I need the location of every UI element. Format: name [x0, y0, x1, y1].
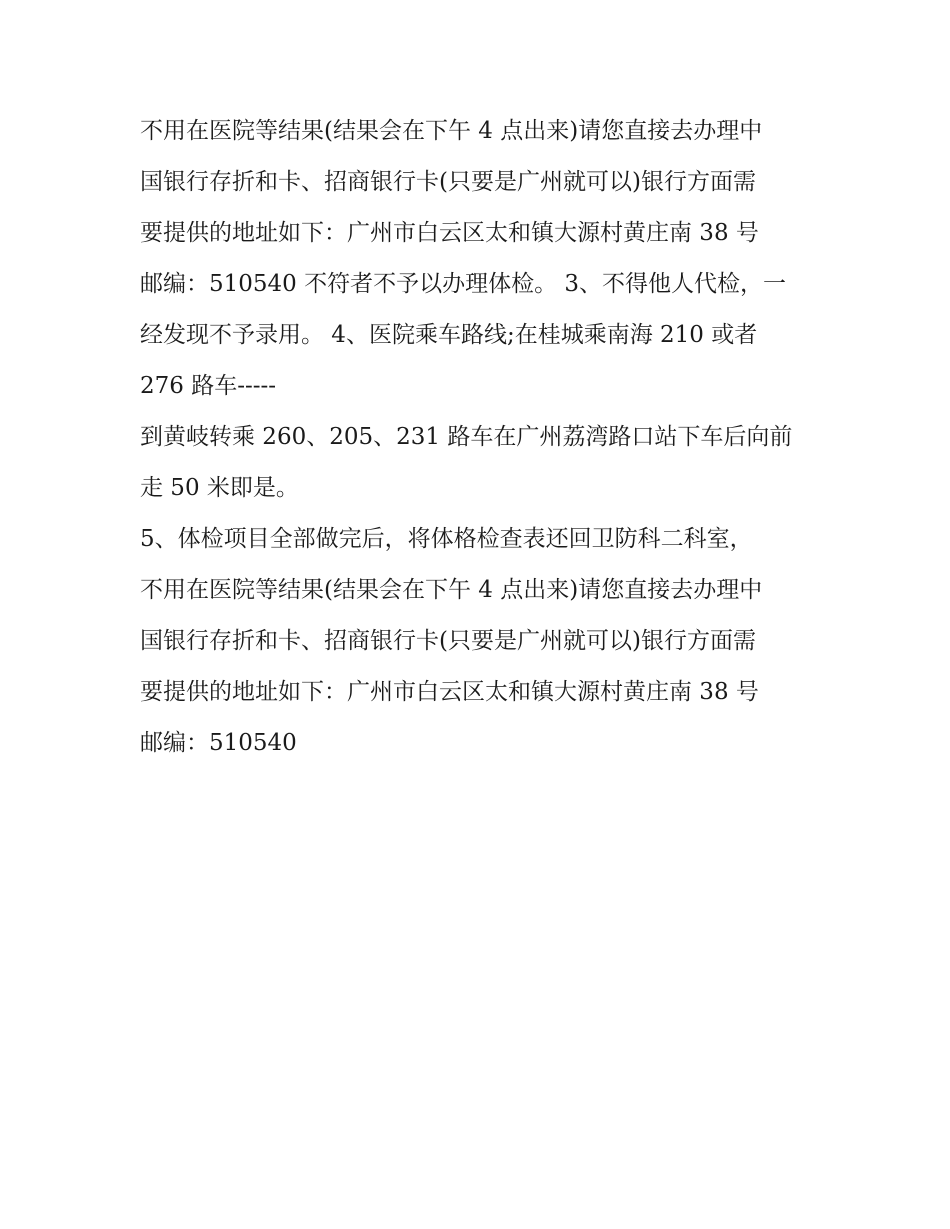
text-line: 经发现不予录用。 4、医院乘车路线;在桂城乘南海 210 或者	[140, 322, 758, 348]
text-line: 不用在医院等结果(结果会在下午 4 点出来)请您直接去办理中	[140, 118, 763, 144]
text-line: 要提供的地址如下：广州市白云区太和镇大源村黄庄南 38 号	[140, 220, 759, 246]
text-line: 276 路车-----	[140, 373, 277, 399]
text-line: 国银行存折和卡、招商银行卡(只要是广州就可以)银行方面需	[140, 628, 756, 654]
text-line: 到黄岐转乘 260、205、231 路车在广州荔湾路口站下车后向前	[140, 424, 793, 450]
body-text	[140, 106, 820, 769]
text-line: 国银行存折和卡、招商银行卡(只要是广州就可以)银行方面需	[140, 169, 756, 195]
text-line: 邮编：510540	[140, 730, 297, 756]
text-line: 邮编：510540 不符者不予以办理体检。 3、不得他人代检，一	[140, 271, 787, 297]
text-line: 要提供的地址如下：广州市白云区太和镇大源村黄庄南 38 号	[140, 679, 759, 705]
text-line: 走 50 米即是。	[140, 475, 299, 501]
text-line: 5、体检项目全部做完后，将体格检查表还回卫防科二科室，	[140, 526, 753, 552]
text-line: 不用在医院等结果(结果会在下午 4 点出来)请您直接去办理中	[140, 577, 763, 603]
